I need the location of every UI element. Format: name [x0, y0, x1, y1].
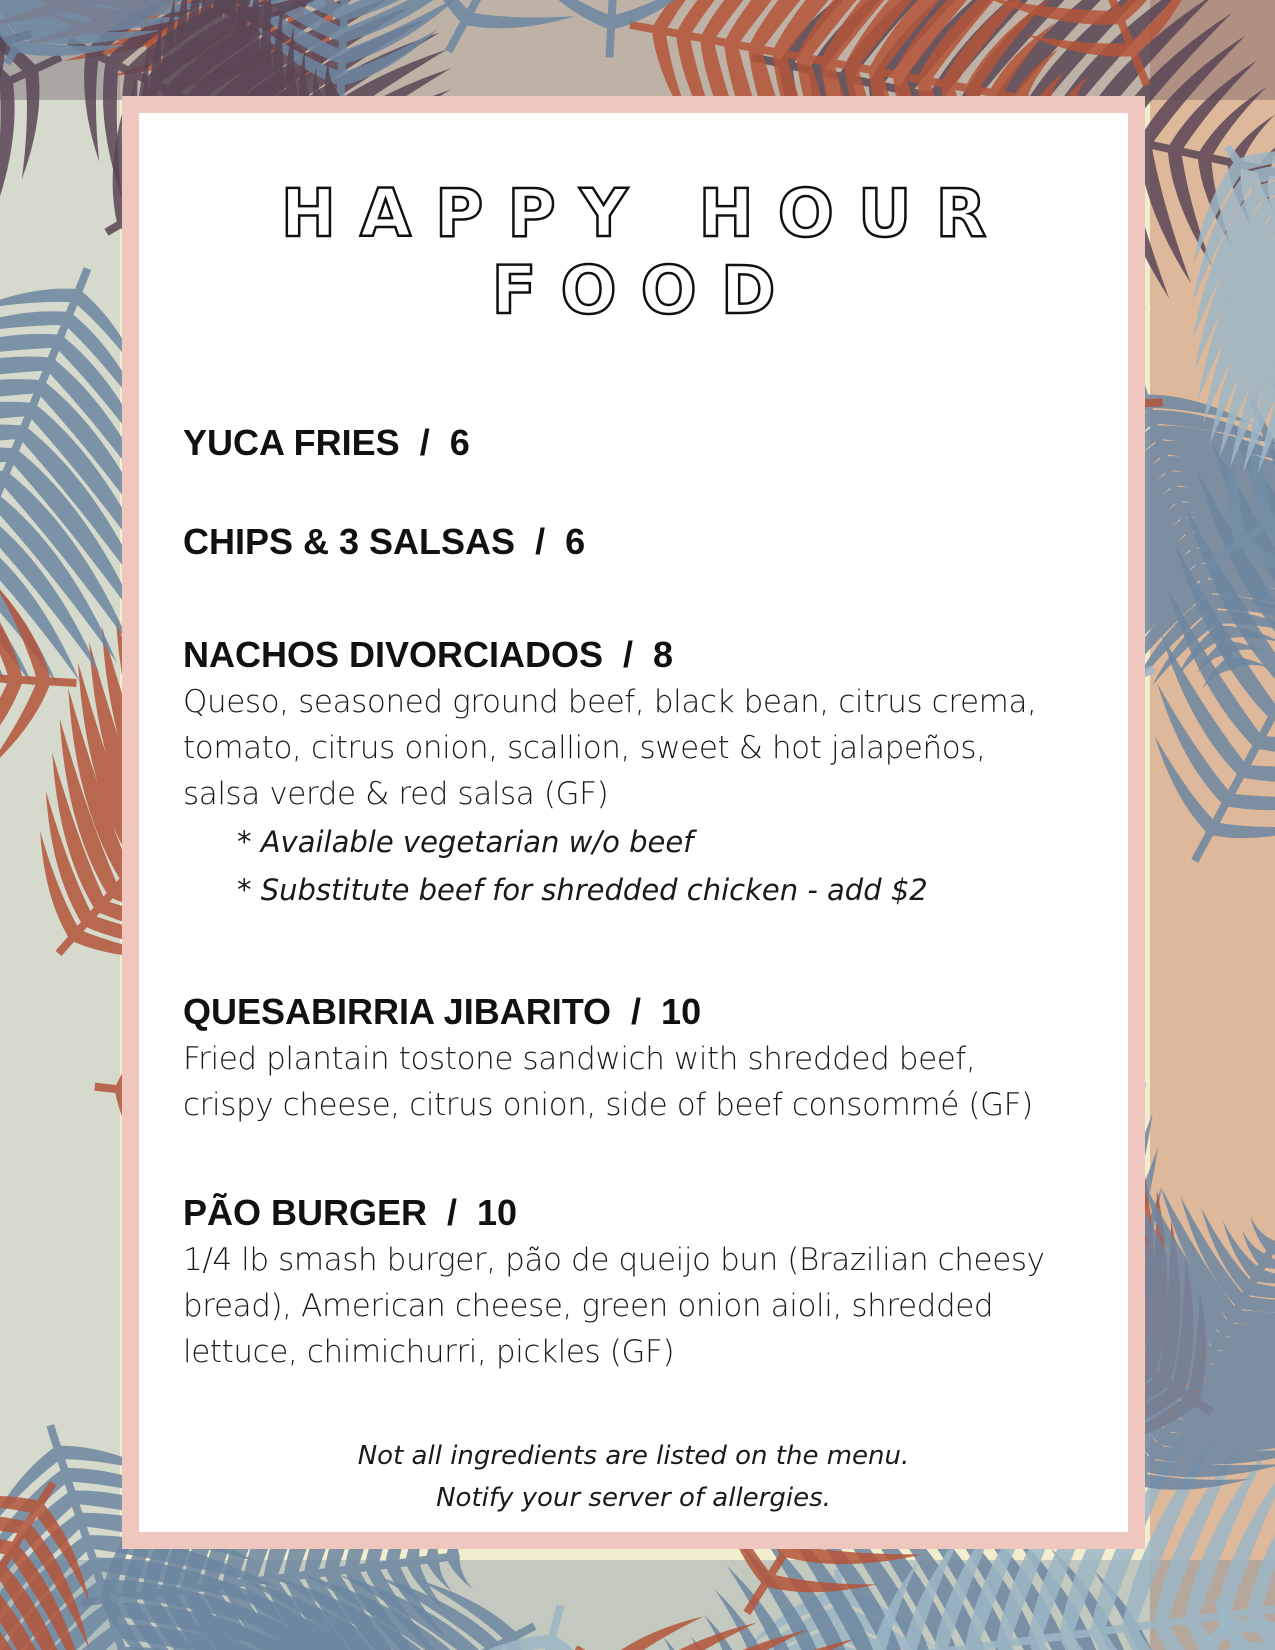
item-description: Queso, seasoned ground beef, black bean, citrus crema, tomato, citrus onion, scallion, sweet & hot jalapeños, salsa verde & red salsa (GF) — [183, 684, 1037, 812]
item-name: YUCA FRIES / 6 — [183, 422, 470, 463]
menu-card — [139, 113, 1128, 1532]
item-name: NACHOS DIVORCIADOS / 8 — [183, 634, 674, 675]
item-note: * Substitute beef for shredded chicken - add $2 — [237, 873, 928, 907]
allergy-disclaimer — [139, 1435, 1128, 1519]
menu-item-quesabirria-jibarito — [183, 990, 1063, 1128]
menu-border-frame — [122, 96, 1145, 1549]
item-name: PÃO BURGER / 10 — [183, 1192, 518, 1233]
menu-title: HAPPY HOUR FOOD — [280, 175, 1011, 329]
menu-item-pao-burger — [183, 1191, 1063, 1375]
disclaimer-line: Not all ingredients are listed on the menu. — [357, 1441, 910, 1471]
item-description: 1/4 lb smash burger, pão de queijo bun (Brazilian cheesy bread), American cheese, green onion aioli, shredded lettuce, chimichurri, pickles (GF) — [183, 1242, 1045, 1370]
menu-item-chips-salsas — [183, 520, 1063, 564]
item-name: QUESABIRRIA JIBARITO / 10 — [183, 991, 702, 1032]
item-description: Fried plantain tostone sandwich with shredded beef, crispy cheese, citrus onion, side of beef consommé (GF) — [183, 1041, 1033, 1123]
item-note: * Available vegetarian w/o beef — [237, 825, 694, 859]
menu-item-nachos-divorciados — [183, 633, 1063, 915]
item-name: CHIPS & 3 SALSAS / 6 — [183, 521, 586, 562]
menu-item-yuca-fries — [183, 421, 1063, 465]
disclaimer-line: Notify your server of allergies. — [436, 1483, 831, 1513]
